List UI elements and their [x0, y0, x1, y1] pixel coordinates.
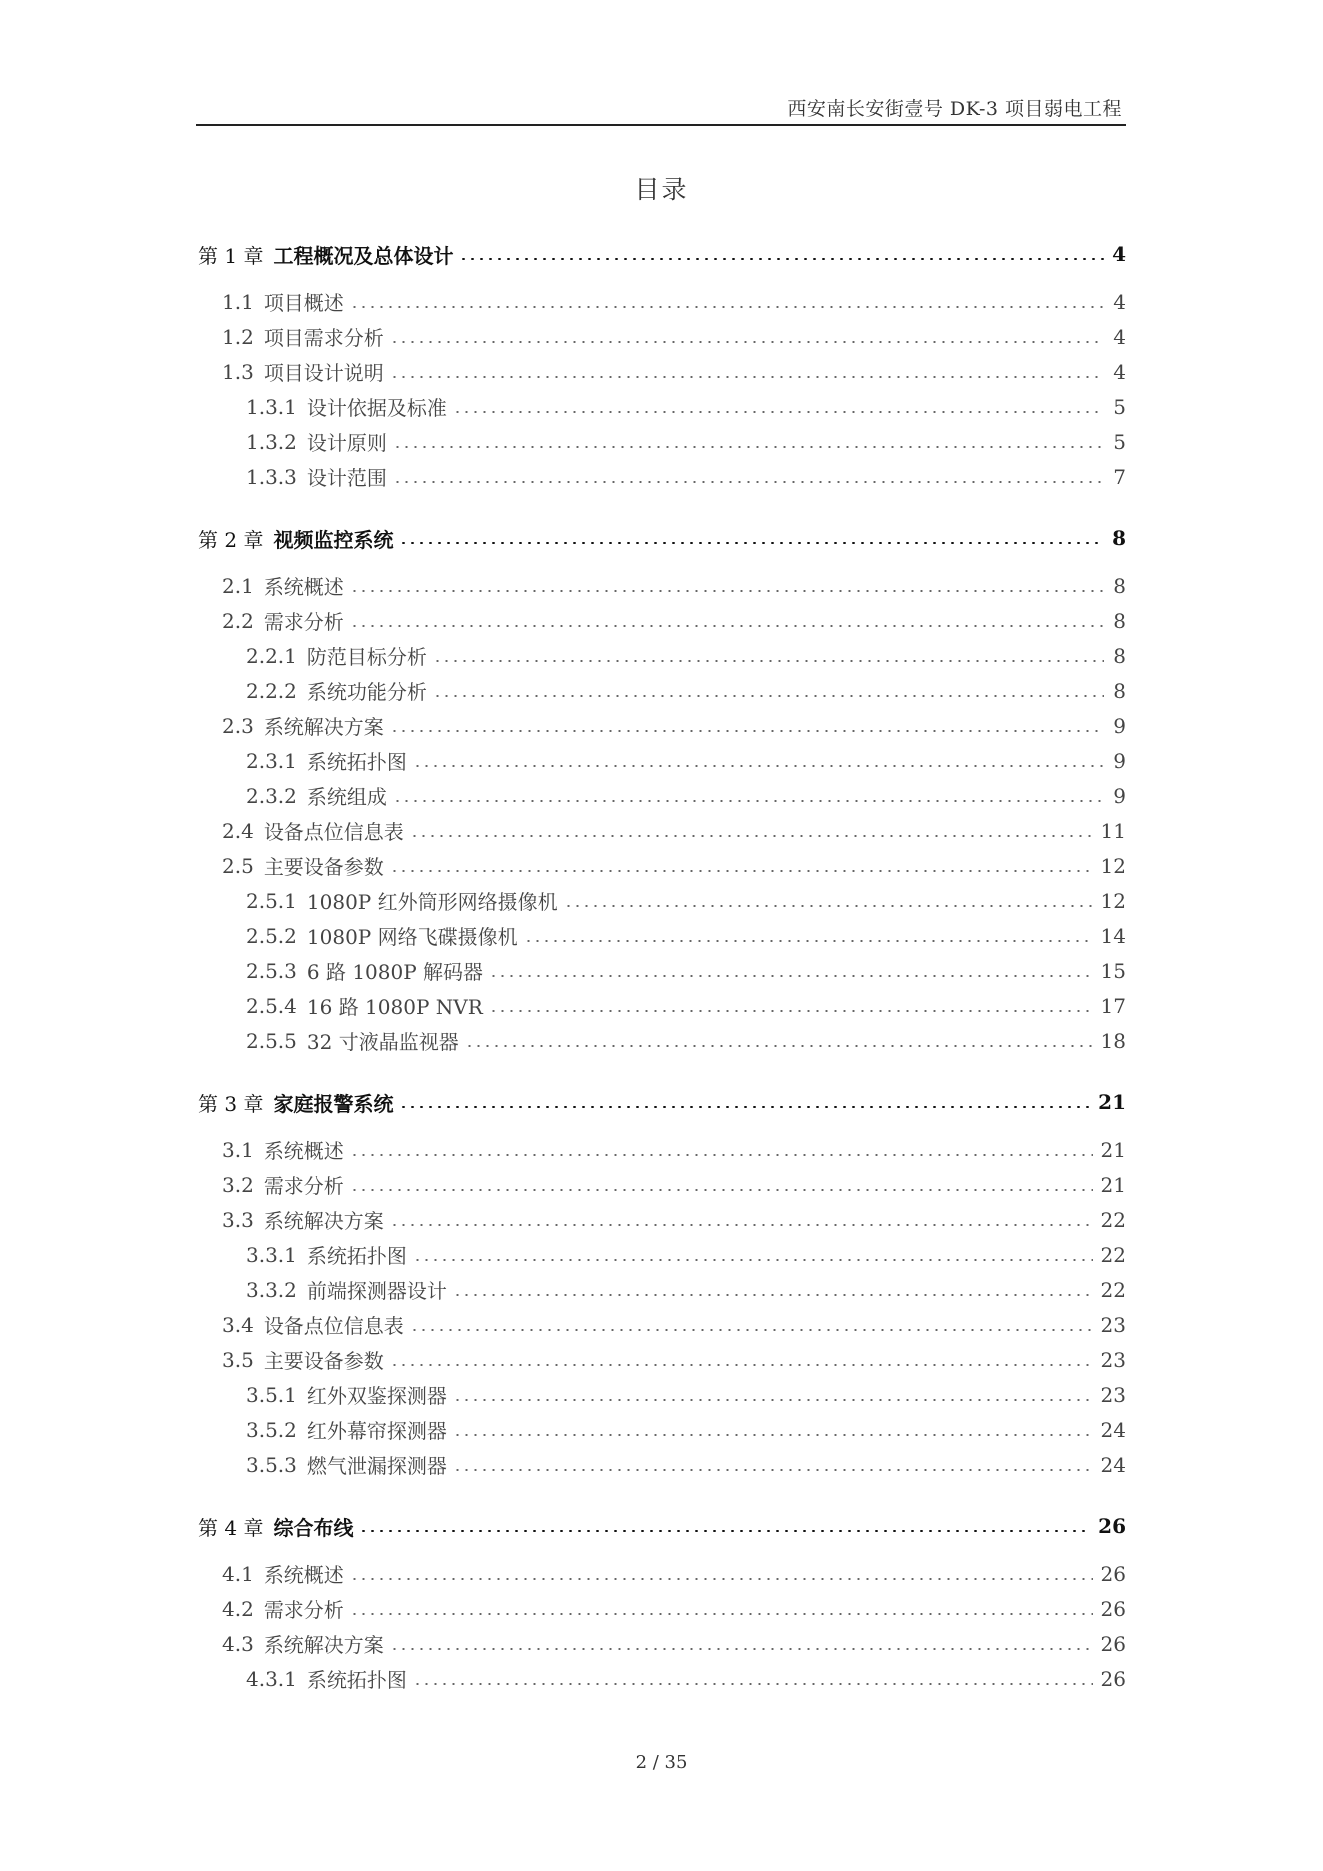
toc-chapter-entry[interactable]	[198, 1508, 1126, 1544]
section-number: 1.3.2	[246, 429, 297, 454]
chapter-number: 第 4 章	[198, 1515, 264, 1540]
dot-leader	[459, 258, 1104, 260]
dot-leader	[453, 411, 1104, 413]
dot-leader	[413, 1259, 1093, 1261]
toc-entry[interactable]	[198, 1167, 1126, 1202]
section-page-number: 17	[1100, 993, 1126, 1018]
page-number: 2 / 35	[635, 1752, 688, 1773]
section-title: 系统解决方案	[263, 1633, 384, 1657]
toc-entry[interactable]	[198, 568, 1126, 603]
toc-chapter-entry[interactable]	[198, 520, 1126, 556]
section-title: 6 路 1080P 解码器	[306, 960, 484, 984]
section-title: 设备点位信息表	[263, 820, 404, 844]
toc-chapter-entry[interactable]	[198, 1084, 1126, 1120]
dot-leader	[564, 905, 1093, 907]
dot-leader	[453, 1469, 1093, 1471]
dot-leader	[413, 765, 1104, 767]
toc-entry[interactable]	[198, 638, 1126, 673]
section-number: 2.2	[222, 608, 254, 633]
chapter-page-number: 4	[1112, 242, 1126, 266]
section-page-number: 8	[1113, 643, 1126, 668]
toc-entry[interactable]	[198, 1447, 1126, 1482]
dot-leader	[465, 1045, 1093, 1047]
dot-leader	[410, 835, 1093, 837]
section-page-number: 9	[1113, 713, 1126, 738]
section-title: 项目概述	[263, 291, 344, 315]
section-page-number: 4	[1113, 324, 1126, 349]
section-number: 3.4	[222, 1312, 254, 1337]
dot-leader	[390, 730, 1104, 732]
section-number: 2.1	[222, 573, 254, 598]
section-page-number: 21	[1100, 1137, 1126, 1162]
toc-entry[interactable]	[198, 988, 1126, 1023]
section-page-number: 18	[1100, 1028, 1126, 1053]
section-page-number: 22	[1100, 1207, 1126, 1232]
dot-leader	[399, 1106, 1090, 1108]
dot-leader	[413, 1683, 1093, 1685]
section-number: 4.3	[222, 1631, 254, 1656]
toc-entry[interactable]	[198, 1556, 1126, 1591]
section-title: 红外幕帘探测器	[306, 1419, 447, 1443]
section-title: 红外双鉴探测器	[306, 1384, 447, 1408]
dot-leader	[350, 1154, 1093, 1156]
toc-entry[interactable]	[198, 354, 1126, 389]
section-number: 4.2	[222, 1596, 254, 1621]
dot-leader	[433, 660, 1104, 662]
toc-entry[interactable]	[198, 1132, 1126, 1167]
toc-entry[interactable]	[198, 813, 1126, 848]
toc-entry[interactable]	[198, 424, 1126, 459]
section-title: 设计依据及标准	[306, 396, 447, 420]
section-number: 3.2	[222, 1172, 254, 1197]
section-number: 2.3.1	[246, 748, 297, 773]
toc-entry[interactable]	[198, 1023, 1126, 1058]
section-number: 3.5	[222, 1347, 254, 1372]
section-page-number: 26	[1100, 1666, 1126, 1691]
toc-entry[interactable]	[198, 389, 1126, 424]
section-page-number: 24	[1100, 1452, 1126, 1477]
section-number: 1.3	[222, 359, 254, 384]
dot-leader	[350, 1189, 1093, 1191]
section-number: 1.1	[222, 289, 254, 314]
chapter-number: 第 3 章	[198, 1091, 264, 1116]
section-number: 3.1	[222, 1137, 254, 1162]
section-title: 需求分析	[263, 1174, 344, 1198]
toc-entry[interactable]	[198, 953, 1126, 988]
section-title: 主要设备参数	[263, 855, 384, 879]
toc-title: 目录	[634, 175, 689, 204]
section-page-number: 12	[1100, 853, 1126, 878]
section-title: 设备点位信息表	[263, 1314, 404, 1338]
section-title: 系统拓扑图	[306, 1668, 407, 1692]
section-page-number: 23	[1100, 1312, 1126, 1337]
chapter-title: 工程概况及总体设计	[273, 243, 454, 268]
section-number: 1.3.3	[246, 464, 297, 489]
section-page-number: 9	[1113, 748, 1126, 773]
section-number: 2.5.2	[246, 923, 297, 948]
toc-entry[interactable]	[198, 778, 1126, 813]
toc-entry[interactable]	[198, 848, 1126, 883]
toc-entry[interactable]	[198, 319, 1126, 354]
section-title: 系统解决方案	[263, 1209, 384, 1233]
section-page-number: 12	[1100, 888, 1126, 913]
section-number: 4.3.1	[246, 1666, 297, 1691]
section-page-number: 11	[1100, 818, 1126, 843]
section-number: 2.2.2	[246, 678, 297, 703]
table-of-contents	[198, 236, 1126, 1696]
dot-leader	[350, 1578, 1093, 1580]
section-page-number: 24	[1100, 1417, 1126, 1442]
section-number: 2.5	[222, 853, 254, 878]
toc-entry[interactable]	[198, 708, 1126, 743]
dot-leader	[390, 376, 1104, 378]
toc-entry[interactable]	[198, 284, 1126, 319]
dot-leader	[399, 542, 1104, 544]
section-page-number: 14	[1100, 923, 1126, 948]
section-title: 系统拓扑图	[306, 750, 407, 774]
toc-entry[interactable]	[198, 673, 1126, 708]
toc-entry[interactable]	[198, 459, 1126, 494]
toc-entry[interactable]	[198, 1661, 1126, 1696]
dot-leader	[359, 1530, 1090, 1532]
section-title: 系统功能分析	[306, 680, 427, 704]
toc-entry[interactable]	[198, 918, 1126, 953]
dot-leader	[350, 306, 1104, 308]
section-title: 防范目标分析	[306, 645, 427, 669]
chapter-title: 视频监控系统	[273, 527, 394, 552]
section-number: 4.1	[222, 1561, 254, 1586]
section-number: 3.3	[222, 1207, 254, 1232]
section-page-number: 26	[1100, 1596, 1126, 1621]
dot-leader	[350, 590, 1104, 592]
section-title: 需求分析	[263, 610, 344, 634]
section-title: 系统概述	[263, 575, 344, 599]
section-number: 1.3.1	[246, 394, 297, 419]
section-number: 3.5.2	[246, 1417, 297, 1442]
section-page-number: 23	[1100, 1347, 1126, 1372]
toc-entry[interactable]	[198, 743, 1126, 778]
dot-leader	[393, 446, 1104, 448]
dot-leader	[453, 1399, 1093, 1401]
section-number: 2.4	[222, 818, 254, 843]
section-page-number: 15	[1100, 958, 1126, 983]
section-title: 燃气泄漏探测器	[306, 1454, 447, 1478]
section-page-number: 8	[1113, 678, 1126, 703]
section-page-number: 8	[1113, 573, 1126, 598]
section-title: 设计原则	[306, 431, 387, 455]
toc-entry[interactable]	[198, 883, 1126, 918]
section-page-number: 22	[1100, 1277, 1126, 1302]
dot-leader	[433, 695, 1104, 697]
dot-leader	[453, 1434, 1093, 1436]
section-number: 2.3	[222, 713, 254, 738]
section-page-number: 22	[1100, 1242, 1126, 1267]
dot-leader	[390, 1364, 1093, 1366]
toc-entry[interactable]	[198, 1272, 1126, 1307]
section-page-number: 23	[1100, 1382, 1126, 1407]
section-page-number: 5	[1113, 429, 1126, 454]
section-title: 系统解决方案	[263, 715, 384, 739]
dot-leader	[350, 625, 1104, 627]
toc-entry[interactable]	[198, 1342, 1126, 1377]
page-header	[196, 92, 1126, 126]
section-number: 2.5.3	[246, 958, 297, 983]
dot-leader	[489, 975, 1093, 977]
section-title: 前端探测器设计	[306, 1279, 447, 1303]
toc-entry[interactable]	[198, 1307, 1126, 1342]
section-number: 3.5.3	[246, 1452, 297, 1477]
section-page-number: 4	[1113, 289, 1126, 314]
dot-leader	[453, 1294, 1093, 1296]
section-page-number: 21	[1100, 1172, 1126, 1197]
chapter-number: 第 2 章	[198, 527, 264, 552]
document-title: 西安南长安街壹号 DK-3 项目弱电工程	[787, 98, 1122, 120]
section-title: 系统拓扑图	[306, 1244, 407, 1268]
dot-leader	[393, 481, 1104, 483]
toc-entry[interactable]	[198, 1237, 1126, 1272]
section-title: 项目需求分析	[263, 326, 384, 350]
section-number: 3.5.1	[246, 1382, 297, 1407]
toc-entry[interactable]	[198, 603, 1126, 638]
section-title: 系统概述	[263, 1139, 344, 1163]
toc-entry[interactable]	[198, 1591, 1126, 1626]
chapter-title: 家庭报警系统	[273, 1091, 394, 1116]
dot-leader	[390, 1648, 1093, 1650]
section-page-number: 4	[1113, 359, 1126, 384]
section-number: 2.5.1	[246, 888, 297, 913]
section-number: 3.3.2	[246, 1277, 297, 1302]
section-title: 设计范围	[306, 466, 387, 490]
chapter-page-number: 21	[1098, 1090, 1126, 1114]
dot-leader	[350, 1613, 1093, 1615]
section-title: 1080P 红外筒形网络摄像机	[306, 890, 558, 914]
toc-chapter-entry[interactable]	[198, 236, 1126, 272]
section-title: 32 寸液晶监视器	[306, 1030, 459, 1054]
section-title: 主要设备参数	[263, 1349, 384, 1373]
dot-leader	[390, 341, 1104, 343]
toc-entry[interactable]	[198, 1377, 1126, 1412]
chapter-page-number: 26	[1098, 1514, 1126, 1538]
section-title: 项目设计说明	[263, 361, 384, 385]
section-number: 1.2	[222, 324, 254, 349]
section-page-number: 7	[1113, 464, 1126, 489]
section-number: 2.5.5	[246, 1028, 297, 1053]
section-page-number: 26	[1100, 1561, 1126, 1586]
section-title: 系统组成	[306, 785, 387, 809]
section-number: 2.5.4	[246, 993, 297, 1018]
dot-leader	[524, 940, 1093, 942]
section-page-number: 8	[1113, 608, 1126, 633]
dot-leader	[410, 1329, 1093, 1331]
section-page-number: 26	[1100, 1631, 1126, 1656]
section-title: 需求分析	[263, 1598, 344, 1622]
dot-leader	[390, 870, 1093, 872]
chapter-number: 第 1 章	[198, 243, 264, 268]
toc-entry[interactable]	[198, 1202, 1126, 1237]
dot-leader	[390, 1224, 1093, 1226]
chapter-title: 综合布线	[273, 1515, 354, 1540]
section-page-number: 9	[1113, 783, 1126, 808]
toc-entry[interactable]	[198, 1626, 1126, 1661]
chapter-page-number: 8	[1112, 526, 1126, 550]
toc-entry[interactable]	[198, 1412, 1126, 1447]
section-number: 2.3.2	[246, 783, 297, 808]
section-number: 2.2.1	[246, 643, 297, 668]
section-number: 3.3.1	[246, 1242, 297, 1267]
dot-leader	[489, 1010, 1093, 1012]
section-title: 系统概述	[263, 1563, 344, 1587]
section-title: 1080P 网络飞碟摄像机	[306, 925, 518, 949]
section-page-number: 5	[1113, 394, 1126, 419]
dot-leader	[393, 800, 1104, 802]
section-title: 16 路 1080P NVR	[306, 995, 483, 1019]
